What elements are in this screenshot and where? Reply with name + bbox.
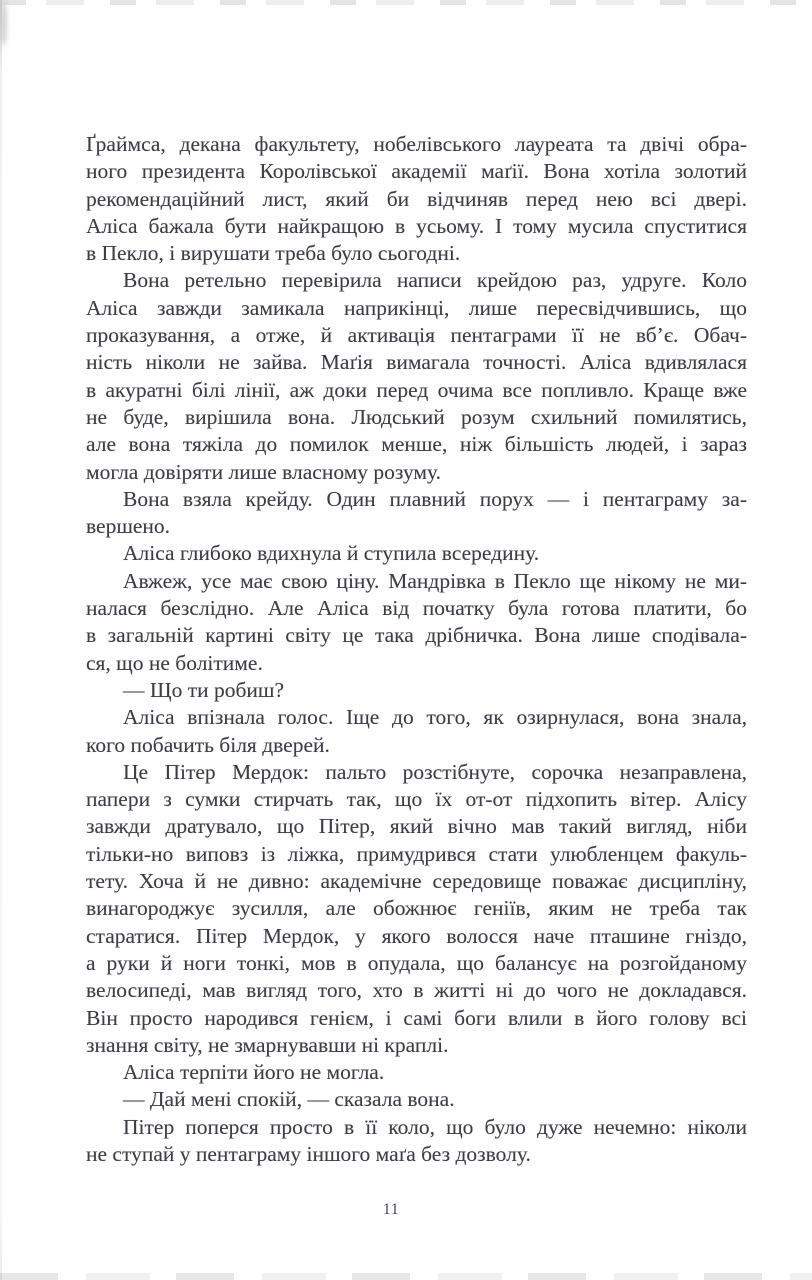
paragraph xyxy=(86,540,747,567)
paragraph xyxy=(86,677,747,704)
text-line: Авжеж, усе має свою ціну. Мандрівка в Пекло ще нікому не ми- xyxy=(123,568,747,593)
text-line: Аліса терпіти його не могла. xyxy=(123,1060,385,1085)
text-line: не буде, вирішила вона. Людський розум схильний помилятись, xyxy=(86,404,747,429)
text-line: рекомендаційний лист, який би відчиняв перед нею всі двері. xyxy=(86,186,747,211)
text-line: — Дай мені спокій, — сказала вона. xyxy=(123,1087,455,1112)
text-line: Аліса завжди замикала наприкінці, лише пересвідчившись, що xyxy=(86,295,747,320)
paragraph xyxy=(86,704,747,759)
text-line: в загальній картині світу це така дрібничка. Вона лише сподівала- xyxy=(86,623,747,648)
text-line: ного президента Королівської академії маґії. Вона хотіла золотий xyxy=(86,159,747,184)
text-line: Пітер поперся просто в її коло, що було дуже нечемно: ніколи xyxy=(123,1114,747,1139)
text-line: але вона тяжіла до помилок менше, ніж більшість людей, і зараз xyxy=(86,432,747,457)
text-line: в акуратні білі лінії, аж доки перед очима все попливло. Краще вже xyxy=(86,377,747,402)
text-line: проказування, а отже, й активація пентаграми її не вб’є. Обач- xyxy=(86,323,747,348)
text-line: Ґраймса, декана факультету, нобелівського лауреата та двічі обра- xyxy=(86,132,747,156)
text-line: знання світу, не змарнувавши ні краплі. xyxy=(86,1032,449,1057)
text-line: старатися. Пітер Мердок, у якого волосся наче пташине гніздо, xyxy=(86,923,747,948)
text-line: папери з сумки стирчать так, що їх от-от підхопить вітер. Алісу xyxy=(86,787,747,812)
text-line: Аліса впізнала голос. Іще до того, як озирнулася, вона знала, xyxy=(123,705,747,730)
paragraph xyxy=(86,568,747,677)
text-line: велосипеді, мав вигляд того, хто в житті ні до чого не докладався. xyxy=(86,978,747,1003)
page-number: 11 xyxy=(382,1201,400,1218)
paragraph xyxy=(86,267,747,485)
paragraph xyxy=(86,131,747,267)
text-line: в Пекло, і вирушати треба було сьогодні. xyxy=(86,241,461,266)
text-line: вершено. xyxy=(86,514,171,539)
paragraph xyxy=(86,1086,747,1113)
paragraph xyxy=(86,486,747,541)
text-line: а руки й ноги тонкі, мов в опудала, що балансує на розгойданому xyxy=(86,950,747,975)
text-line: Це Пітер Мердок: пальто розстібнуте, сорочка незаправлена, xyxy=(123,759,747,784)
text-line: не ступай у пентаграму іншого маґа без дозволу. xyxy=(86,1141,531,1166)
scan-edge-left-artifact xyxy=(0,0,2,1280)
paragraph xyxy=(86,759,747,1059)
text-line: ся, що не болітиме. xyxy=(86,650,263,675)
text-line: завжди дратувало, що Пітер, який вічно мав такий вигляд, ніби xyxy=(86,814,747,839)
scan-edge-top-artifact xyxy=(0,0,812,5)
text-line: Він просто народився генієм, і самі боги влили в його голову всі xyxy=(86,1005,747,1030)
text-line: налася безслідно. Але Аліса від початку була готова платити, бо xyxy=(86,596,747,621)
text-line: кого побачить біля дверей. xyxy=(86,732,330,757)
text-line: тільки-но виповз із ліжка, примудрився стати улюбленцем факуль- xyxy=(86,841,747,866)
text-line: — Що ти робиш? xyxy=(123,677,285,702)
text-line: тету. Хоча й не дивно: академічне середовище поважає дисципліну, xyxy=(86,869,747,894)
text-line: Вона ретельно перевірила написи крейдою раз, удруге. Коло xyxy=(123,268,747,293)
text-line: Аліса глибоко вдихнула й ступила всередину. xyxy=(123,541,540,566)
body-text xyxy=(86,131,747,1168)
text-line: Аліса бажала бути найкращою в усьому. І тому мусила спуститися xyxy=(86,213,747,238)
paragraph xyxy=(86,1114,747,1169)
text-line: ність ніколи не зайва. Маґія вимагала точності. Аліса вдивлялася xyxy=(86,350,747,375)
text-line: винагороджує зусилля, але обожнює геніїв, яким не треба так xyxy=(86,896,747,921)
scan-edge-bottom-artifact xyxy=(0,1273,812,1280)
text-line: могла довіряти лише власному розуму. xyxy=(86,459,442,484)
text-line: Вона взяла крейду. Один плавний порух — і пентаграму за- xyxy=(123,486,747,511)
scan-corner-smudge xyxy=(0,0,7,46)
paragraph xyxy=(86,1059,747,1086)
